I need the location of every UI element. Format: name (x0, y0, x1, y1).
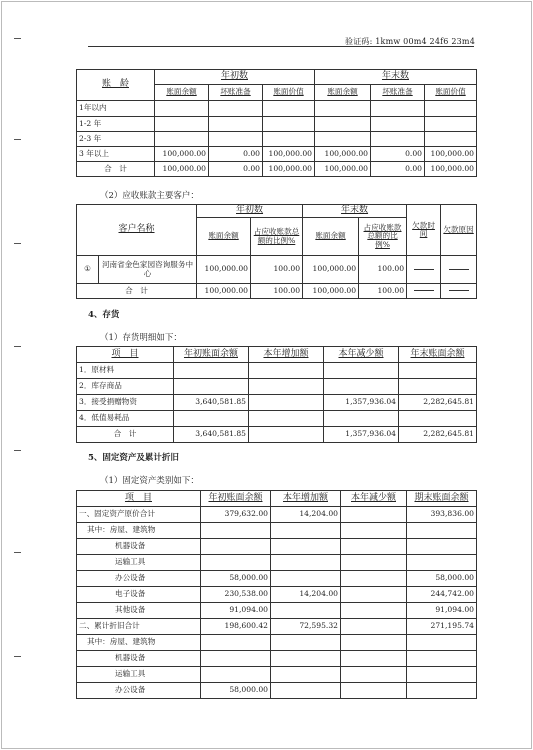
row-label: 电子设备 (77, 587, 201, 603)
cell: 100,000.00 (263, 162, 315, 177)
cell (174, 379, 249, 395)
row-label: 其他设备 (77, 603, 201, 619)
cell: 244,742.00 (407, 587, 477, 603)
table-row (77, 539, 477, 555)
table-row (77, 256, 477, 284)
table-row (77, 651, 477, 667)
cell (341, 635, 407, 651)
cell (341, 683, 407, 699)
cell (249, 411, 324, 427)
cell (425, 132, 477, 147)
cell: 0.00 (371, 147, 425, 162)
cell (341, 507, 407, 523)
cell (315, 101, 371, 117)
col-customer-name: 客户名称 (77, 205, 197, 256)
cell (209, 101, 263, 117)
sub-balance: 账面余额 (303, 218, 359, 256)
margin-mark (14, 38, 21, 39)
sub-header: 账面余额 (315, 85, 371, 101)
row-label: 1-2 年 (77, 117, 155, 132)
row-label: 办公设备 (77, 683, 201, 699)
table-row (77, 147, 477, 162)
row-label: 2．库存商品 (77, 379, 174, 395)
cell: 100.00 (359, 284, 407, 299)
row-label: 运输工具 (77, 667, 201, 683)
col-header: 年初账面余额 (174, 347, 249, 363)
cell (425, 101, 477, 117)
aging-table (76, 69, 477, 177)
sub-balance: 账面余额 (197, 218, 251, 256)
fixed-assets-table (76, 490, 477, 699)
row-label: 4．低值易耗品 (77, 411, 174, 427)
customers-table (76, 204, 477, 299)
customers-heading: （2）应收账款主要客户： (100, 191, 199, 201)
cell (201, 651, 271, 667)
table-row (77, 132, 477, 147)
margin-mark (14, 656, 21, 657)
cell: 58,000.00 (201, 571, 271, 587)
sub-ratio: 占应收账款总额的比例% (359, 218, 407, 256)
cell (399, 411, 477, 427)
cell (341, 619, 407, 635)
group-end: 年末数 (315, 70, 477, 85)
cell (399, 363, 477, 379)
row-label: 其中：房屋、建筑物 (77, 523, 201, 539)
cell (341, 571, 407, 587)
cell (324, 411, 399, 427)
cell: 100.00 (251, 256, 303, 284)
margin-mark (14, 243, 21, 244)
cell: 379,632.00 (201, 507, 271, 523)
cell: 100.00 (359, 256, 407, 284)
col-header: 年初账面余额 (201, 491, 271, 507)
row-label: 合 计 (77, 427, 174, 443)
cell: 0.00 (209, 147, 263, 162)
cell: 100.00 (251, 284, 303, 299)
cell: 393,836.00 (407, 507, 477, 523)
cell (249, 427, 324, 443)
table-row (77, 117, 477, 132)
sub-ratio: 占应收账款总额的比例% (251, 218, 303, 256)
inventory-section-title: 4、存货 (88, 310, 120, 320)
cell: 100,000.00 (315, 147, 371, 162)
row-label: 运输工具 (77, 555, 201, 571)
row-label: 3 年以上 (77, 147, 155, 162)
table-row (77, 619, 477, 635)
table-row (77, 587, 477, 603)
cell (155, 101, 209, 117)
row-label: 合 计 (77, 284, 197, 299)
col-reason: 欠款原因 (441, 205, 477, 256)
fixed-assets-section-title: 5、固定资产及累计折旧 (88, 453, 179, 463)
col-header: 本年增加额 (271, 491, 341, 507)
cell (271, 667, 341, 683)
cell (271, 635, 341, 651)
table-row (77, 667, 477, 683)
cell (407, 667, 477, 683)
table-row (77, 101, 477, 117)
cell: 0.00 (371, 162, 425, 177)
cell (201, 539, 271, 555)
fixed-assets-heading: （1）固定资产类别如下： (100, 476, 199, 486)
col-year: 欠款时间 (407, 205, 441, 256)
table-row (77, 555, 477, 571)
cell: 100,000.00 (197, 256, 251, 284)
table-row-total (77, 284, 477, 299)
cell (341, 523, 407, 539)
cell (425, 117, 477, 132)
cell (174, 411, 249, 427)
cell (407, 555, 477, 571)
cell (407, 651, 477, 667)
cell (371, 117, 425, 132)
row-label: 1．原材料 (77, 363, 174, 379)
row-label: 二、累计折旧合计 (77, 619, 201, 635)
row-label: 1年以内 (77, 101, 155, 117)
cell-dash (407, 256, 441, 284)
cell (315, 117, 371, 132)
cell (407, 523, 477, 539)
cell (341, 667, 407, 683)
cell (407, 635, 477, 651)
cell (399, 379, 477, 395)
table-row (77, 523, 477, 539)
cell-dash (441, 284, 477, 299)
table-row (77, 411, 477, 427)
row-label: 一、固定资产原价合计 (77, 507, 201, 523)
cell: 2,282,645.81 (399, 427, 477, 443)
cell (271, 555, 341, 571)
col-header: 项 目 (77, 347, 174, 363)
col-header: 项 目 (77, 491, 201, 507)
cell (341, 651, 407, 667)
cell (201, 555, 271, 571)
table-row (77, 363, 477, 379)
col-header: 年末账面余额 (399, 347, 477, 363)
cell (341, 555, 407, 571)
row-label: 合 计 (77, 162, 155, 177)
row-label: 其中：房屋、建筑物 (77, 635, 201, 651)
table-row (77, 683, 477, 699)
cell: 91,094.00 (201, 603, 271, 619)
group-end: 年末数 (303, 205, 407, 218)
cell (209, 132, 263, 147)
cell (201, 667, 271, 683)
cell: 198,600.42 (201, 619, 271, 635)
table-row (77, 379, 477, 395)
cell (407, 539, 477, 555)
col-header: 本年减少额 (341, 491, 407, 507)
row-label: 3．接受捐赠物资 (77, 395, 174, 411)
col-account-age: 账 龄 (77, 70, 155, 101)
cell: 58,000.00 (201, 683, 271, 699)
cell: 100,000.00 (425, 162, 477, 177)
table-row (77, 571, 477, 587)
cell (371, 132, 425, 147)
cell: 230,538.00 (201, 587, 271, 603)
verification-code: 验证码: 1kmw 00m4 24f6 23m4 (345, 37, 475, 46)
cell (341, 603, 407, 619)
cell: 100,000.00 (197, 284, 251, 299)
cell: 100,000.00 (315, 162, 371, 177)
cell: 100,000.00 (303, 284, 359, 299)
cell: 1,357,936.04 (324, 427, 399, 443)
row-label: 机器设备 (77, 651, 201, 667)
sub-header: 账面余额 (155, 85, 209, 101)
table-row (77, 395, 477, 411)
cell (271, 523, 341, 539)
cell: 14,204.00 (271, 507, 341, 523)
cell-dash (407, 284, 441, 299)
cell (271, 571, 341, 587)
cell: 14,204.00 (271, 587, 341, 603)
table-row (77, 603, 477, 619)
table-row-total (77, 162, 477, 177)
cell (249, 363, 324, 379)
row-label: 机器设备 (77, 539, 201, 555)
cell (174, 363, 249, 379)
margin-mark (14, 139, 21, 140)
cell (155, 117, 209, 132)
cell (263, 117, 315, 132)
sub-header: 账面价值 (263, 85, 315, 101)
margin-mark (14, 450, 21, 451)
cell (263, 101, 315, 117)
margin-mark (14, 552, 21, 553)
col-header: 期末账面余额 (407, 491, 477, 507)
cell: 100,000.00 (425, 147, 477, 162)
row-label: 2-3 年 (77, 132, 155, 147)
row-index: ① (77, 256, 99, 284)
cell (341, 587, 407, 603)
cell (249, 395, 324, 411)
cell (263, 132, 315, 147)
cell: 1,357,936.04 (324, 395, 399, 411)
cell (201, 635, 271, 651)
group-start: 年初数 (197, 205, 303, 218)
cell (324, 379, 399, 395)
cell (324, 363, 399, 379)
cell-dash (441, 256, 477, 284)
table-row (77, 635, 477, 651)
cell (315, 132, 371, 147)
cell (271, 539, 341, 555)
cell (209, 117, 263, 132)
cell: 100,000.00 (303, 256, 359, 284)
cell (271, 651, 341, 667)
cell: 100,000.00 (155, 162, 209, 177)
table-row (77, 507, 477, 523)
sub-header: 账面价值 (425, 85, 477, 101)
cell (155, 132, 209, 147)
cell (341, 539, 407, 555)
cell: 0.00 (209, 162, 263, 177)
inventory-heading: （1）存货明细如下： (100, 333, 182, 343)
cell: 91,094.00 (407, 603, 477, 619)
cell: 100,000.00 (263, 147, 315, 162)
col-header: 本年增加额 (249, 347, 324, 363)
header-rule (88, 46, 474, 47)
group-start: 年初数 (155, 70, 315, 85)
cell: 58,000.00 (407, 571, 477, 587)
cell: 271,195.74 (407, 619, 477, 635)
table-row-total (77, 427, 477, 443)
cell (407, 683, 477, 699)
cell: 72,595.32 (271, 619, 341, 635)
inventory-table (76, 346, 477, 443)
cell: 3,640,581.85 (174, 427, 249, 443)
sub-header: 坏账准备 (209, 85, 263, 101)
row-label: 办公设备 (77, 571, 201, 587)
margin-mark (14, 346, 21, 347)
cell (371, 101, 425, 117)
cell (271, 683, 341, 699)
cell (249, 379, 324, 395)
customer-name: 河南省金色家园咨询服务中心 (99, 256, 197, 284)
cell: 100,000.00 (155, 147, 209, 162)
col-header: 本年减少额 (324, 347, 399, 363)
cell: 3,640,581.85 (174, 395, 249, 411)
cell (201, 523, 271, 539)
cell: 2,282,645.81 (399, 395, 477, 411)
sub-header: 坏账准备 (371, 85, 425, 101)
cell (271, 603, 341, 619)
